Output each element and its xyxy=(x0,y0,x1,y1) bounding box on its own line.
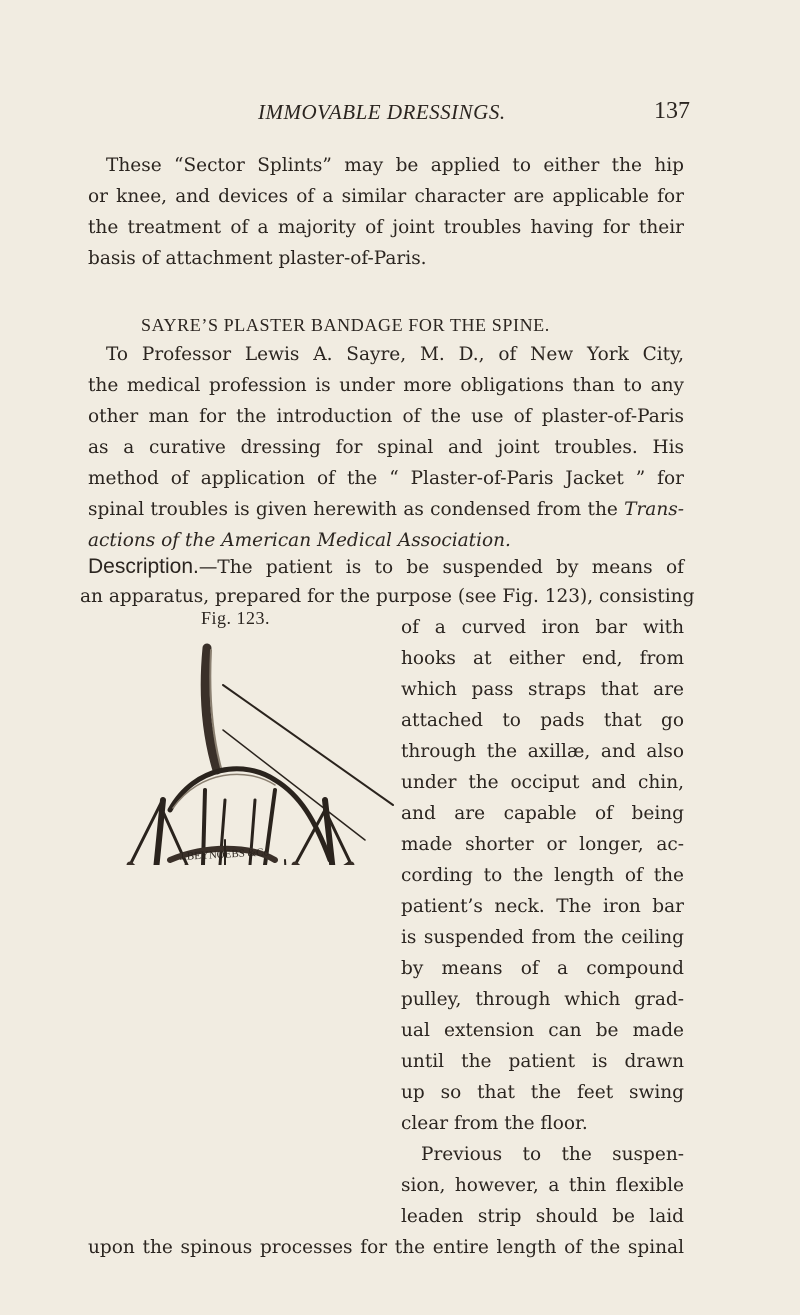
description-line-1-text: —The patient is to be suspended by means of xyxy=(198,557,684,578)
column-line-17: clear from the floor. xyxy=(401,1113,588,1134)
column-indented-line-2: sion, however, a thin flexible xyxy=(401,1175,684,1196)
figure-caption: Fig. 123. xyxy=(201,608,271,628)
column-line-5: through the axillæ, and also xyxy=(401,741,684,762)
column-line-10: patient’s neck. The iron bar xyxy=(401,896,684,917)
column-line-8: made shorter or longer, ac- xyxy=(401,834,684,855)
column-line-6: under the occiput and chin, xyxy=(401,772,684,793)
paragraph-2-line-3: other man for the introduction of the use of plaster-of-Paris xyxy=(88,406,684,427)
paragraph-2-line-2: the medical profession is under more obligations than to any xyxy=(88,375,684,396)
suspension-apparatus-illustration xyxy=(125,630,400,865)
column-line-11: is suspended from the ceiling xyxy=(401,927,684,948)
journal-title-part-1: Trans- xyxy=(624,499,684,520)
column-indented-line-3: leaden strip should be laid xyxy=(401,1206,684,1227)
column-line-1: of a curved iron bar with xyxy=(401,617,684,638)
column-line-16: up so that the feet swing xyxy=(401,1082,684,1103)
description-line-2: an apparatus, prepared for the purpose (see Fig. 123), consisting xyxy=(80,586,695,607)
section-heading: SAYRE’S PLASTER BANDAGE FOR THE SPINE. xyxy=(141,315,550,335)
description-line-1 xyxy=(88,551,684,582)
paragraph-1-line-1: These “Sector Splints” may be applied to either the hip xyxy=(106,155,684,176)
paragraph-1-line-4: basis of attachment plaster-of-Paris. xyxy=(88,248,427,269)
column-line-3: which pass straps that are xyxy=(401,679,684,700)
column-indented-line-1: Previous to the suspen- xyxy=(421,1144,684,1165)
running-title: IMMOVABLE DRESSINGS. xyxy=(258,100,506,124)
engraver-mark: J.BEYNOEBS &Co xyxy=(179,846,270,863)
paragraph-2-line-6 xyxy=(88,494,684,525)
page-number: 137 xyxy=(654,98,690,124)
journal-title-part-2: actions of the American Medical Association. xyxy=(88,530,511,551)
page-header xyxy=(258,100,690,132)
column-line-2: hooks at either end, from xyxy=(401,648,684,669)
figure-123-suspension-apparatus xyxy=(125,630,400,865)
column-line-15: until the patient is drawn xyxy=(401,1051,684,1072)
column-line-4: attached to pads that go xyxy=(401,710,684,731)
column-line-9: cording to the length of the xyxy=(401,865,684,886)
paragraph-2-line-5: method of application of the “ Plaster-of-Paris Jacket ” for xyxy=(88,468,684,489)
description-label: Description. xyxy=(88,555,199,578)
column-line-7: and are capable of being xyxy=(401,803,684,824)
column-line-14: ual extension can be made xyxy=(401,1020,684,1041)
line-6-text: spinal troubles is given herewith as condensed from the xyxy=(88,499,618,520)
paragraph-1-line-2: or knee, and devices of a similar character are applicable for xyxy=(88,186,684,207)
paragraph-2-line-1: To Professor Lewis A. Sayre, M. D., of New York City, xyxy=(106,344,684,365)
column-line-12: by means of a compound xyxy=(401,958,684,979)
final-line: upon the spinous processes for the entire length of the spinal xyxy=(88,1237,684,1258)
column-line-13: pulley, through which grad- xyxy=(401,989,684,1010)
paragraph-1-line-3: the treatment of a majority of joint troubles having for their xyxy=(88,217,684,238)
paragraph-2-line-4: as a curative dressing for spinal and joint troubles. His xyxy=(88,437,684,458)
